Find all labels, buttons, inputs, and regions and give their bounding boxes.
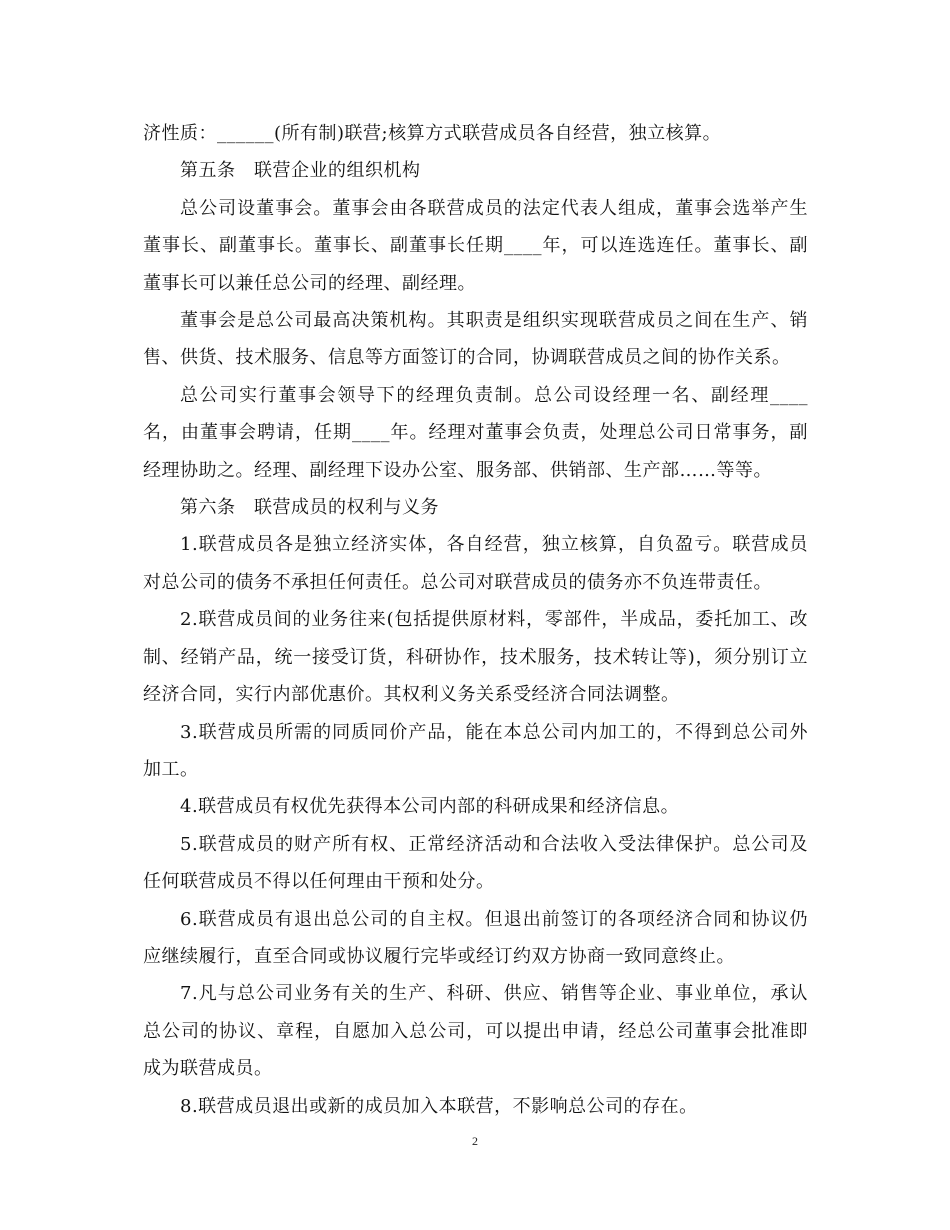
list-item-5: 5.联营成员的财产所有权、正常经济活动和合法收入受法律保护。总公司及任何联营成员不得以任何理由干预和处分。 bbox=[143, 833, 808, 893]
list-item-4: 4.联营成员有权优先获得本公司内部的科研成果和经济信息。 bbox=[180, 796, 680, 818]
list-item-8: 8.联营成员退出或新的成员加入本联营，不影响总公司的存在。 bbox=[180, 1095, 698, 1117]
list-item-1: 1.联营成员各是独立经济实体，各自经营，独立核算，自负盈亏。联营成员对总公司的债务不承担任何责任。总公司对联营成员的债务亦不负连带责任。 bbox=[143, 534, 808, 593]
paragraph-continuation: 济性质：______(所有制)联营;核算方式联营成员各自经营，独立核算。 bbox=[143, 123, 722, 144]
paragraph: 总公司实行董事会领导下的经理负责制。总公司设经理一名、副经理____名，由董事会聘请，任期____年。经理对董事会负责，处理总公司日常事务，副经理协助之。经理、副经理下设办公室、服务部、供销部、生产部……等等。 bbox=[143, 384, 808, 481]
paragraph: 董事会是总公司最高决策机构。其职责是组织实现联营成员之间在生产、销售、供货、技术服务、信息等方面签订的合同，协调联营成员之间的协作关系。 bbox=[143, 310, 808, 369]
article-heading-6: 第六条 联营成员的权利与义务 bbox=[180, 497, 439, 519]
article-heading-5: 第五条 联营企业的组织机构 bbox=[180, 160, 421, 182]
page-number: 2 bbox=[472, 1134, 478, 1148]
paragraph: 总公司设董事会。董事会由各联营成员的法定代表人组成，董事会选举产生董事长、副董事长。董事长、副董事长任期____年，可以连选连任。董事长、副董事长可以兼任总公司的经理、副经理。 bbox=[143, 197, 808, 294]
list-item-3: 3.联营成员所需的同质同价产品，能在本总公司内加工的，不得到总公司外加工。 bbox=[143, 721, 808, 780]
list-item-6: 6.联营成员有退出总公司的自主权。但退出前签订的各项经济合同和协议仍应继续履行，直至合同或协议履行完毕或经订约双方协商一致同意终止。 bbox=[143, 908, 808, 967]
document-body bbox=[143, 115, 808, 1125]
list-item-2: 2.联营成员间的业务往来(包括提供原材料，零部件，半成品，委托加工、改制、经销产品，统一接受订货，科研协作，技术服务，技术转让等)，须分别订立经济合同，实行内部优惠价。其权利义务关系受经济合同法调整。 bbox=[143, 609, 808, 706]
list-item-7: 7.凡与总公司业务有关的生产、科研、供应、销售等企业、事业单位，承认总公司的协议、章程，自愿加入总公司，可以提出申请，经总公司董事会批准即成为联营成员。 bbox=[143, 983, 808, 1080]
